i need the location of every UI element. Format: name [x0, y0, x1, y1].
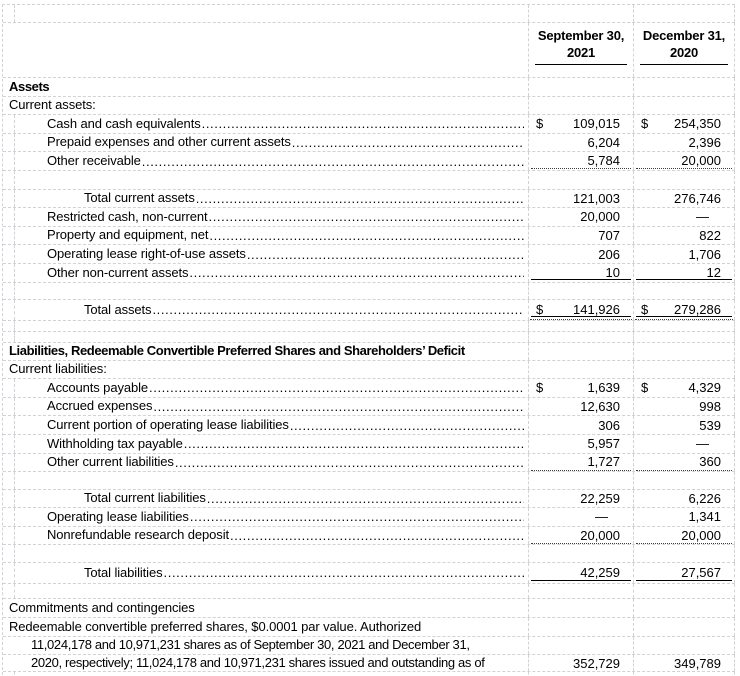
value-cell-dec-2020 [633, 379, 735, 397]
value-cell-sep-2021 [528, 508, 633, 526]
value-cell-sep-2021 [528, 264, 633, 282]
value-cell-sep-2021 [528, 190, 633, 208]
value-cell-dec-2020 [633, 190, 735, 208]
value-sep-2021: — [595, 509, 608, 525]
dollar-sign: $ [536, 380, 544, 396]
value-cell-sep-2021 [528, 545, 633, 562]
value-cell-dec-2020 [633, 115, 735, 133]
value-cell-sep-2021 [528, 332, 633, 342]
value-cell-sep-2021 [528, 416, 633, 434]
table-row [3, 508, 735, 527]
label-cell [3, 152, 528, 170]
dot-leader [292, 135, 524, 150]
spacer-row [3, 283, 735, 300]
table-row [3, 361, 735, 380]
value-dec-2020: 360 [699, 454, 721, 470]
row-label: 11,024,178 and 10,971,231 shares as of September 30, 2021 and December 31, [31, 637, 470, 653]
label-cell [3, 490, 528, 508]
label-cell [3, 655, 528, 671]
value-cell-dec-2020 [633, 618, 735, 636]
table-row [3, 398, 735, 417]
dot-leader [290, 418, 524, 433]
value-cell-sep-2021 [528, 435, 633, 453]
value-sep-2021: 20,000 [580, 527, 620, 543]
spacer-row [3, 672, 735, 676]
row-label: Other non-current assets [47, 264, 189, 280]
row-label: Accounts payable [47, 379, 149, 395]
value-cell-dec-2020 [633, 134, 735, 152]
dot-leader [189, 265, 524, 280]
label-cell [3, 435, 528, 453]
value-dec-2020: 20,000 [681, 527, 721, 543]
value-cell-dec-2020 [633, 283, 735, 299]
value-dec-2020: 2,396 [688, 135, 721, 151]
value-sep-2021: 5,957 [587, 436, 620, 452]
value-cell-dec-2020 [633, 454, 735, 472]
table-row [3, 97, 735, 116]
dot-leader [196, 191, 524, 206]
value-cell-dec-2020 [633, 416, 735, 434]
row-label: Prepaid expenses and other current assets [47, 134, 291, 150]
value-sep-2021: 109,015 [573, 116, 620, 132]
table-row [3, 190, 735, 209]
label-cell [3, 563, 528, 583]
value-cell-dec-2020 [633, 300, 735, 321]
dot-leader [164, 565, 524, 580]
value-cell-dec-2020 [633, 361, 735, 379]
value-cell-sep-2021 [528, 134, 633, 152]
value-sep-2021: 20,000 [580, 209, 620, 225]
label-cell [3, 599, 528, 617]
value-cell-sep-2021 [528, 300, 633, 321]
value-cell-sep-2021 [528, 454, 633, 472]
row-label: Other receivable [47, 153, 141, 169]
value-dec-2020: 4,329 [688, 380, 721, 396]
value-cell-sep-2021 [528, 78, 633, 96]
dollar-sign: $ [641, 380, 649, 396]
table-row [3, 78, 735, 97]
table-row [3, 134, 735, 153]
value-cell-dec-2020 [633, 343, 735, 360]
value-cell-dec-2020 [633, 245, 735, 263]
value-dec-2020: 1,341 [688, 509, 721, 525]
column-header-text [535, 27, 627, 65]
label-cell [3, 283, 528, 299]
label-cell [3, 398, 528, 416]
value-cell-sep-2021 [528, 361, 633, 379]
row-label: Current assets: [9, 97, 96, 113]
spacer-row [3, 332, 735, 343]
table-row [3, 416, 735, 435]
value-sep-2021: 22,259 [580, 490, 620, 506]
dot-leader [209, 228, 524, 243]
value-cell-sep-2021 [528, 599, 633, 617]
row-label: 2020, respectively; 11,024,178 and 10,971,231 shares issued and outstanding as of [31, 655, 485, 670]
row-label: Property and equipment, net [47, 227, 209, 243]
value-sep-2021: 707 [598, 228, 620, 244]
row-label: Current liabilities: [9, 361, 107, 377]
value-dec-2020: 539 [699, 417, 721, 433]
label-cell [3, 134, 528, 152]
column-header-row [3, 23, 735, 78]
label-cell [3, 5, 528, 22]
value-cell-sep-2021 [528, 227, 633, 245]
value-cell-dec-2020 [633, 545, 735, 562]
label-cell [3, 208, 528, 226]
row-label: Operating lease liabilities [47, 508, 189, 524]
label-cell [3, 584, 528, 599]
value-cell-sep-2021 [528, 245, 633, 263]
value-dec-2020: — [696, 209, 709, 225]
value-dec-2020: 27,567 [681, 564, 721, 580]
label-cell [3, 227, 528, 245]
table-row [3, 152, 735, 171]
table-row [3, 343, 735, 361]
dot-leader [230, 528, 524, 543]
table-row [3, 245, 735, 264]
value-cell-dec-2020 [633, 563, 735, 583]
table-row [3, 208, 735, 227]
label-cell [3, 264, 528, 282]
value-sep-2021: 141,926 [573, 301, 620, 317]
row-label: Other current liabilities [47, 454, 174, 470]
label-cell [3, 343, 528, 360]
value-cell-sep-2021 [528, 208, 633, 226]
label-cell [3, 321, 528, 331]
value-cell-dec-2020 [633, 332, 735, 342]
label-cell [3, 190, 528, 208]
value-cell-dec-2020 [633, 527, 735, 545]
value-cell-sep-2021 [528, 672, 633, 676]
value-cell-sep-2021 [528, 152, 633, 170]
value-dec-2020: 998 [699, 399, 721, 415]
row-label: Total current liabilities [84, 490, 206, 506]
column-header-sep-2021 [528, 23, 633, 77]
value-cell-sep-2021 [528, 490, 633, 508]
value-cell-sep-2021 [528, 321, 633, 331]
spacer-row [3, 545, 735, 563]
col2-line1: December 31, [642, 28, 726, 43]
spacer-row [3, 472, 735, 490]
value-sep-2021: 42,259 [580, 564, 620, 580]
value-sep-2021: 121,003 [573, 190, 620, 206]
value-sep-2021: 12,630 [580, 399, 620, 415]
value-cell-sep-2021 [528, 379, 633, 397]
value-cell-sep-2021 [528, 398, 633, 416]
spacer-row [3, 5, 735, 23]
value-dec-2020: 254,350 [674, 116, 721, 132]
label-cell [3, 416, 528, 434]
value-cell-dec-2020 [633, 584, 735, 599]
dot-leader [152, 302, 524, 317]
row-label: Total liabilities [84, 564, 163, 580]
label-cell [3, 527, 528, 545]
label-cell [3, 545, 528, 562]
dot-leader [142, 154, 524, 169]
value-cell-dec-2020 [633, 227, 735, 245]
value-cell-sep-2021 [528, 343, 633, 360]
column-header-text [640, 27, 728, 65]
dollar-sign: $ [641, 116, 649, 132]
table-row [3, 655, 735, 672]
value-sep-2021: 1,727 [587, 454, 620, 470]
value-cell-dec-2020 [633, 5, 735, 22]
label-cell [3, 171, 528, 189]
value-sep-2021: 10 [605, 264, 620, 280]
table-row [3, 527, 735, 546]
dot-leader [202, 116, 524, 131]
value-dec-2020: 349,789 [674, 655, 721, 671]
spacer-row [3, 321, 735, 332]
row-label: Cash and cash equivalents [47, 115, 201, 131]
value-dec-2020: 279,286 [674, 301, 721, 317]
label-cell [3, 78, 528, 96]
value-cell-sep-2021 [528, 584, 633, 599]
row-label: Withholding tax payable [47, 435, 183, 451]
value-cell-dec-2020 [633, 508, 735, 526]
value-cell-dec-2020 [633, 599, 735, 617]
value-cell-dec-2020 [633, 171, 735, 189]
row-label: Total assets [84, 301, 152, 317]
value-sep-2021: 6,204 [587, 135, 620, 151]
value-cell-dec-2020 [633, 321, 735, 331]
label-cell [3, 618, 528, 636]
label-cell [3, 454, 528, 472]
value-cell-sep-2021 [528, 472, 633, 489]
value-sep-2021: 306 [598, 417, 620, 433]
value-cell-dec-2020 [633, 208, 735, 226]
dollar-sign: $ [641, 301, 649, 317]
value-cell-sep-2021 [528, 527, 633, 545]
label-cell [3, 300, 528, 321]
label-cell [3, 97, 528, 115]
label-cell [3, 115, 528, 133]
dot-leader [190, 509, 524, 524]
dot-leader [207, 491, 524, 506]
label-cell [3, 637, 528, 655]
value-dec-2020: 822 [699, 228, 721, 244]
row-label: Commitments and contingencies [9, 600, 195, 616]
label-cell [3, 472, 528, 489]
value-dec-2020: — [696, 436, 709, 452]
col2-line2: 2020 [669, 45, 699, 60]
table-row [3, 563, 735, 584]
value-cell-sep-2021 [528, 97, 633, 115]
label-cell [3, 508, 528, 526]
label-cell [3, 23, 528, 77]
value-cell-sep-2021 [528, 115, 633, 133]
label-cell [3, 672, 528, 676]
spacer-row [3, 171, 735, 190]
value-cell-sep-2021 [528, 563, 633, 583]
value-cell-dec-2020 [633, 672, 735, 676]
value-cell-sep-2021 [528, 655, 633, 671]
dot-leader [153, 399, 524, 414]
dot-leader [149, 380, 524, 395]
table-row [3, 115, 735, 134]
row-label: Accrued expenses [47, 398, 153, 414]
table-row [3, 227, 735, 246]
value-cell-dec-2020 [633, 152, 735, 170]
column-header-dec-2020 [633, 23, 735, 77]
value-cell-sep-2021 [528, 5, 633, 22]
label-cell [3, 361, 528, 379]
value-cell-dec-2020 [633, 78, 735, 96]
col1-line1: September 30, [537, 28, 625, 43]
table-row [3, 490, 735, 509]
dollar-sign: $ [536, 301, 544, 317]
value-cell-sep-2021 [528, 637, 633, 655]
row-label: Total current assets [84, 190, 195, 206]
table-row [3, 599, 735, 618]
col1-line2: 2021 [566, 45, 596, 60]
row-label: Liabilities, Redeemable Convertible Preferred Shares and Shareholders’ Deficit [9, 342, 465, 358]
dot-leader [209, 209, 525, 224]
table-row [3, 264, 735, 283]
value-cell-dec-2020 [633, 97, 735, 115]
value-cell-dec-2020 [633, 264, 735, 282]
value-cell-sep-2021 [528, 171, 633, 189]
table-row [3, 300, 735, 322]
row-label: Redeemable convertible preferred shares, $0.0001 par value. Authorized [9, 618, 422, 634]
table-row [3, 454, 735, 473]
value-cell-sep-2021 [528, 283, 633, 299]
table-row [3, 435, 735, 454]
table-row [3, 618, 735, 637]
row-label: Operating lease right-of-use assets [47, 245, 246, 261]
dot-leader [175, 455, 524, 470]
table-row [3, 379, 735, 398]
row-label: Current portion of operating lease liabilities [47, 416, 289, 432]
value-sep-2021: 1,639 [587, 380, 620, 396]
label-cell [3, 379, 528, 397]
row-label: Restricted cash, non-current [47, 208, 208, 224]
row-label: Assets [9, 78, 50, 94]
label-cell [3, 332, 528, 342]
value-sep-2021: 352,729 [573, 655, 620, 671]
value-sep-2021: 5,784 [587, 153, 620, 169]
value-dec-2020: 276,746 [674, 190, 721, 206]
value-dec-2020: 12 [706, 264, 721, 280]
value-cell-dec-2020 [633, 435, 735, 453]
dot-leader [247, 247, 524, 262]
dollar-sign: $ [536, 116, 544, 132]
value-cell-dec-2020 [633, 398, 735, 416]
value-sep-2021: 206 [598, 246, 620, 262]
balance-sheet-table [2, 4, 735, 676]
value-cell-dec-2020 [633, 637, 735, 655]
value-dec-2020: 1,706 [688, 246, 721, 262]
value-cell-dec-2020 [633, 655, 735, 671]
label-cell [3, 245, 528, 263]
value-cell-sep-2021 [528, 618, 633, 636]
table-row [3, 637, 735, 656]
spacer-row [3, 584, 735, 600]
value-dec-2020: 6,226 [688, 490, 721, 506]
value-dec-2020: 20,000 [681, 153, 721, 169]
value-cell-dec-2020 [633, 472, 735, 489]
row-label: Nonrefundable research deposit [47, 527, 230, 543]
dot-leader [184, 436, 524, 451]
value-cell-dec-2020 [633, 490, 735, 508]
